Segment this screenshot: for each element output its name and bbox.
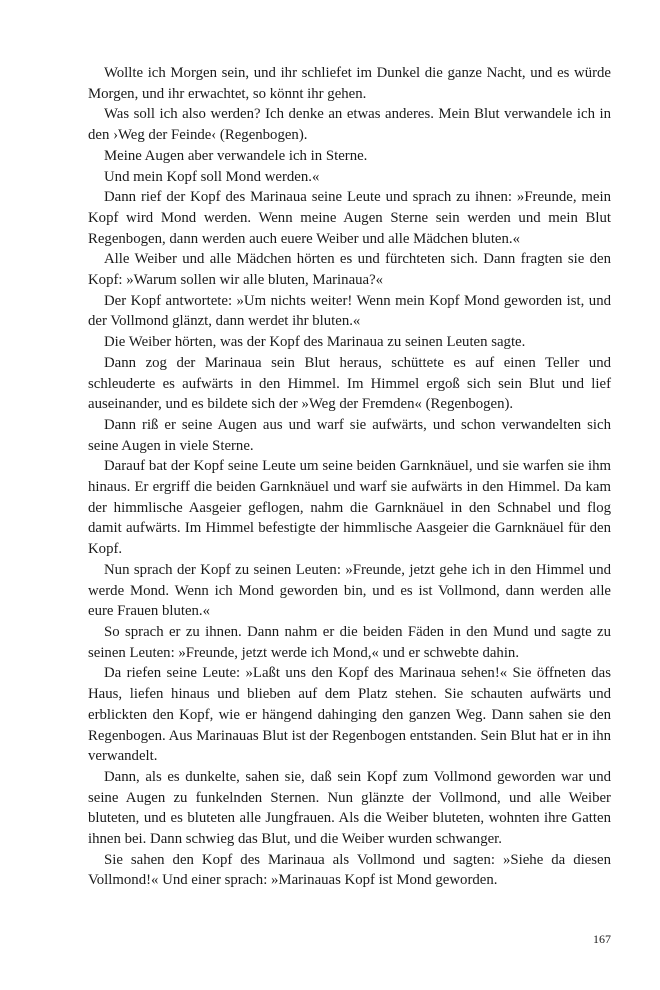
- paragraph: So sprach er zu ihnen. Dann nahm er die beiden Fäden in den Mund und sagte zu seinen Leuten: »Freunde, jetzt werde ich Mond,« und er schwebte dahin.: [88, 623, 611, 661]
- paragraph: Der Kopf antwortete: »Um nichts weiter! Wenn mein Kopf Mond geworden ist, und der Vollmond glänzt, dann werdet ihr bluten.«: [88, 292, 611, 330]
- paragraph: Dann riß er seine Augen aus und warf sie aufwärts, und schon verwandelten sich seine Augen in viele Sterne.: [88, 416, 611, 454]
- paragraph: Dann zog der Marinaua sein Blut heraus, schüttete es auf einen Teller und schleuderte es aufwärts in den Himmel. Im Himmel ergoß sich sein Blut und lief auseinander, und es bildete sich der »Weg der Fremden« (Regenbogen).: [88, 354, 611, 413]
- paragraph: Alle Weiber und alle Mädchen hörten es und fürchteten sich. Dann fragten sie den Kopf: »Warum sollen wir alle bluten, Marinaua?«: [88, 251, 611, 289]
- paragraph: Meine Augen aber verwandele ich in Sterne.: [104, 147, 368, 164]
- paragraph: Die Weiber hörten, was der Kopf des Marinaua zu seinen Leuten sagte.: [104, 334, 526, 351]
- paragraph: Dann, als es dunkelte, sahen sie, daß sein Kopf zum Vollmond geworden war und seine Augen zu funkelnden Sternen. Nun glänzte der Vollmond, und alle Weiber bluteten, und es bluteten alle Jungfrauen. Als die Weiber bluteten, wohnten ihre Gatten ihnen bei. Dann schwieg das Blut, und die Weiber wurden schwanger.: [88, 768, 611, 848]
- paragraph: Was soll ich also werden? Ich denke an etwas anderes. Mein Blut verwandele ich in den ›Weg der Feinde‹ (Regenbogen).: [88, 106, 611, 144]
- paragraph: Darauf bat der Kopf seine Leute um seine beiden Garnknäuel, und sie warfen sie ihm hinaus. Er ergriff die beiden Garnknäuel und warf sie aufwärts in den Himmel. Da kam der himmlische Aasgeier geflogen, nahm die Garnknäuel in den Schnabel und flog damit aufwärts. Im Himmel befestigte der himmlische Aasgeier die Garnknäuel für den Kopf.: [88, 458, 611, 558]
- paragraph: Nun sprach der Kopf zu seinen Leuten: »Freunde, jetzt gehe ich in den Himmel und werde Mond. Wenn ich Mond geworden bin, und es ist Vollmond, dann werden alle eure Frauen bluten.«: [88, 561, 611, 620]
- paragraph: Wollte ich Morgen sein, und ihr schliefet im Dunkel die ganze Nacht, und es würde Morgen, und ihr erwachtet, so könnt ihr gehen.: [88, 65, 611, 102]
- page-number: 167: [593, 932, 611, 946]
- paragraph: Da riefen seine Leute: »Laßt uns den Kopf des Marinaua sehen!« Sie öffneten das Haus, liefen hinaus und blieben auf dem Platz stehen. Sie schauten aufwärts und erblickten den Kopf, wie er hängend dahinging den ganzen Weg. Dann sahen sie den Regenbogen. Aus Marinauas Blut ist der Regenbogen entstanden. Sein Blut hat er in ihn verwandelt.: [88, 665, 611, 765]
- paragraph: Sie sahen den Kopf des Marinaua als Vollmond und sagten: »Siehe da diesen Vollmond!« Und einer sprach: »Marinauas Kopf ist Mond geworden.: [88, 851, 611, 889]
- paragraph: Dann rief der Kopf des Marinaua seine Leute und sprach zu ihnen: »Freunde, mein Kopf wird Mond werden. Wenn meine Augen Sterne sein werden und mein Blut Regenbogen, dann werden auch euere Weiber und alle Mädchen bluten.«: [88, 189, 611, 247]
- body-text: [88, 63, 611, 891]
- paragraph: Und mein Kopf soll Mond werden.«: [104, 168, 320, 185]
